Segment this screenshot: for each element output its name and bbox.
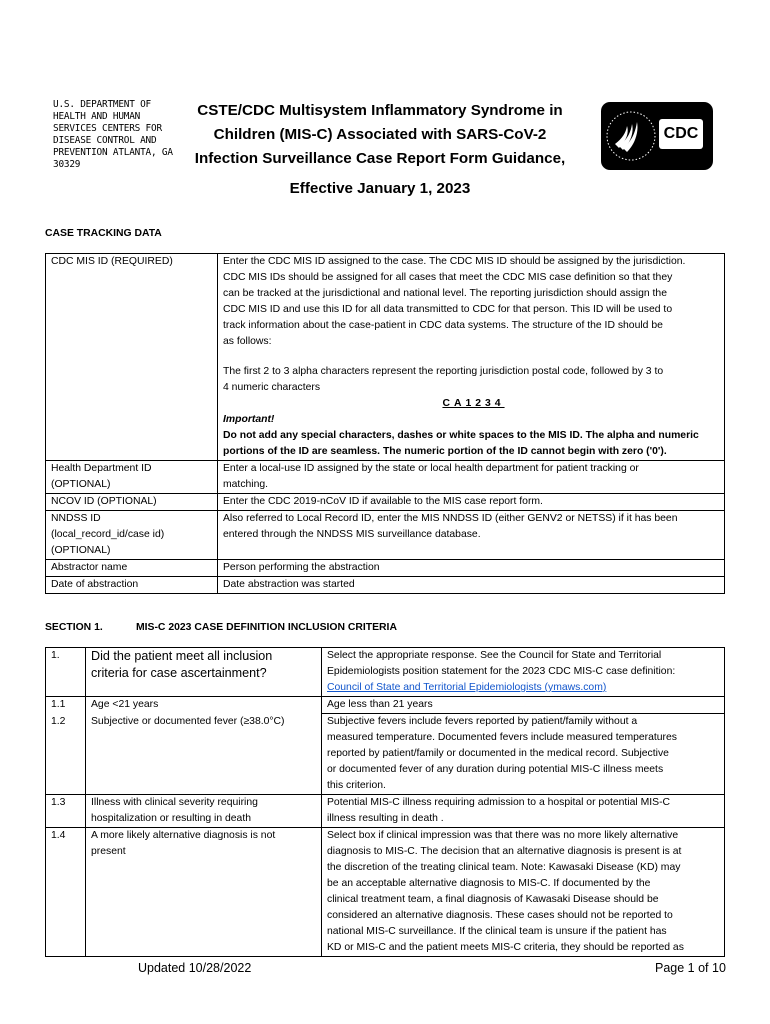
desc-line: track information about the case-patient in CDC data systems. The structure of the ID should be — [223, 320, 663, 331]
label-line: NCOV ID (OPTIONAL) — [51, 496, 157, 507]
guidance-line: this criterion. — [327, 780, 386, 791]
id-example: CA1234 — [442, 398, 505, 409]
question-line: Illness with clinical severity requiring — [91, 797, 258, 808]
cdc-wordmark: CDC — [659, 119, 703, 149]
hhs-eagle-icon — [601, 102, 657, 170]
agency-line: PREVENTION ATLANTA, GA — [53, 147, 173, 158]
criterion-number: 1.3 — [46, 795, 86, 828]
agency-line: HEALTH AND HUMAN — [53, 111, 141, 122]
guidance-line: illness resulting in death . — [327, 813, 444, 824]
guidance-line: be an acceptable alternative diagnosis to MIS-C. If documented by the — [327, 878, 651, 889]
table-row — [46, 648, 725, 697]
question-line: hospitalization or resulting in death — [91, 813, 251, 824]
page-number: Page 1 of 10 — [655, 961, 726, 975]
guidance-line: Age less than 21 years — [327, 699, 433, 710]
label-line: CDC MIS ID (REQUIRED) — [51, 256, 173, 267]
desc-line: Date abstraction was started — [223, 579, 355, 590]
criterion-guidance — [322, 714, 725, 795]
table-row — [46, 828, 725, 957]
label-line: Date of abstraction — [51, 579, 139, 590]
guidance-line: Subjective fevers include fevers reported by patient/family without a — [327, 716, 638, 727]
criterion-guidance — [322, 697, 725, 714]
guidance-line: the discretion of the treating clinical team. Note: Kawasaki Disease (KD) may — [327, 862, 681, 873]
criterion-number: 1.1 — [46, 697, 86, 714]
important-line: portions of the ID are seamless. The numeric portion of the ID cannot begin with zero ('0'). — [223, 446, 667, 457]
desc-line: Also referred to Local Record ID, enter the MIS NNDSS ID (either GENV2 or NETSS) if it has been — [223, 513, 678, 524]
label-line: (OPTIONAL) — [51, 479, 111, 490]
table-row — [46, 697, 725, 714]
cste-position-link[interactable]: Council of State and Territorial Epidemiologists (ymaws.com) — [327, 682, 607, 693]
case-tracking-table — [45, 253, 725, 594]
question-line: Did the patient meet all inclusion — [91, 649, 273, 663]
inclusion-criteria-table — [45, 647, 725, 957]
question-line: Subjective or documented fever (≥38.0°C) — [91, 715, 285, 727]
criterion-number: 1.4 — [46, 828, 86, 957]
desc-line: matching. — [223, 479, 269, 490]
field-label — [46, 494, 218, 511]
guidance-line: clinical treatment team, a final diagnosis of Kawasaki Disease should be — [327, 894, 659, 905]
agency-line: U.S. DEPARTMENT OF — [53, 99, 151, 110]
field-description — [218, 494, 725, 511]
question-line: A more likely alternative diagnosis is not — [91, 830, 276, 841]
field-description — [218, 560, 725, 577]
desc-line: as follows: — [223, 336, 272, 347]
question-line: Age <21 years — [91, 699, 159, 710]
section-title: MIS-C 2023 CASE DEFINITION INCLUSION CRITERIA — [136, 622, 397, 633]
title-line: CSTE/CDC Multisystem Inflammatory Syndrome in — [197, 102, 563, 119]
desc-line: Person performing the abstraction — [223, 562, 380, 573]
table-row — [46, 511, 725, 560]
field-label — [46, 560, 218, 577]
label-line: NNDSS ID — [51, 513, 101, 524]
table-row — [46, 461, 725, 494]
criterion-question — [86, 828, 322, 957]
criterion-question — [86, 795, 322, 828]
agency-line: 30329 — [53, 159, 81, 170]
desc-line: can be tracked at the jurisdictional and national level. The reporting jurisdiction should assign the — [223, 288, 667, 299]
question-line: present — [91, 846, 126, 857]
criterion-guidance — [322, 648, 725, 697]
section-number: SECTION 1. — [45, 622, 103, 633]
desc-line: Enter a local-use ID assigned by the state or local health department for patient tracking or — [223, 463, 639, 474]
guidance-line: KD or MIS-C and the patient meets MIS-C criteria, they should be reported as — [327, 942, 684, 953]
criterion-question — [86, 648, 322, 697]
desc-line: Enter the CDC MIS ID assigned to the case. The CDC MIS ID should be assigned by the jurisdiction. — [223, 256, 686, 267]
title-line: Infection Surveillance Case Report Form Guidance, — [194, 150, 566, 167]
cdc-logo — [601, 102, 713, 170]
label-line: Health Department ID — [51, 463, 152, 474]
case-tracking-heading: CASE TRACKING DATA — [45, 228, 162, 239]
table-row — [46, 560, 725, 577]
field-description — [218, 254, 725, 461]
table-row — [46, 577, 725, 594]
important-label: Important! — [223, 414, 275, 425]
desc-line: CDC MIS IDs should be assigned for all cases that meet the CDC MIS case definition so that they — [223, 272, 673, 283]
field-label — [46, 577, 218, 594]
guidance-line: Select box if clinical impression was that there was no more likely alternative — [327, 830, 679, 841]
table-row — [46, 795, 725, 828]
criterion-number: 1.2 — [46, 714, 86, 795]
title-line: Children (MIS-C) Associated with SARS-CoV-2 — [213, 126, 547, 143]
guidance-line: diagnosis to MIS-C. The decision that an alternative diagnosis is present is at — [327, 846, 682, 857]
label-line: Abstractor name — [51, 562, 128, 573]
question-line: criteria for case ascertainment? — [91, 666, 267, 680]
agency-address — [53, 99, 193, 171]
document-title — [180, 99, 580, 201]
desc-line: entered through the NNDSS MIS surveillance database. — [223, 529, 481, 540]
guidance-line: Potential MIS-C illness requiring admission to a hospital or potential MIS-C — [327, 797, 671, 808]
guidance-line: Select the appropriate response. See the Council for State and Territorial — [327, 650, 662, 661]
field-label — [46, 461, 218, 494]
guidance-line: Epidemiologists position statement for the 2023 CDC MIS-C case definition: — [327, 666, 676, 677]
field-description — [218, 461, 725, 494]
title-line: Effective January 1, 2023 — [289, 180, 471, 197]
desc-line: The first 2 to 3 alpha characters represent the reporting jurisdiction postal code, followed by 3 to — [223, 366, 664, 377]
field-label — [46, 254, 218, 461]
criterion-question — [86, 697, 322, 714]
agency-line: DISEASE CONTROL AND — [53, 135, 157, 146]
desc-line: CDC MIS ID and use this ID for all data transmitted to CDC for that person. This ID will be used to — [223, 304, 673, 315]
field-description — [218, 577, 725, 594]
criterion-guidance — [322, 795, 725, 828]
guidance-line: measured temperature. Documented fevers include measured temperatures — [327, 732, 677, 743]
desc-line: Enter the CDC 2019-nCoV ID if available to the MIS case report form. — [223, 496, 543, 507]
label-line: (local_record_id/case id) — [51, 529, 165, 540]
important-line: Do not add any special characters, dashes or white spaces to the MIS ID. The alpha and numeric — [223, 430, 699, 441]
criterion-question — [86, 714, 322, 795]
guidance-line: or documented fever of any duration during potential MIS-C illness meets — [327, 764, 664, 775]
updated-date: Updated 10/28/2022 — [138, 961, 252, 975]
table-row — [46, 714, 725, 795]
criterion-guidance — [322, 828, 725, 957]
guidance-line: reported by patient/family or documented in the medical record. Subjective — [327, 748, 669, 759]
table-row — [46, 254, 725, 461]
field-label — [46, 511, 218, 560]
guidance-line: considered an alternative diagnosis. These cases should not be reported to — [327, 910, 673, 921]
table-row — [46, 494, 725, 511]
criterion-number: 1. — [46, 648, 86, 697]
field-description — [218, 511, 725, 560]
agency-line: SERVICES CENTERS FOR — [53, 123, 162, 134]
desc-line: 4 numeric characters — [223, 382, 321, 393]
label-line: (OPTIONAL) — [51, 545, 111, 556]
guidance-line: national MIS-C surveillance. If the clinical team is unsure if the patient has — [327, 926, 667, 937]
